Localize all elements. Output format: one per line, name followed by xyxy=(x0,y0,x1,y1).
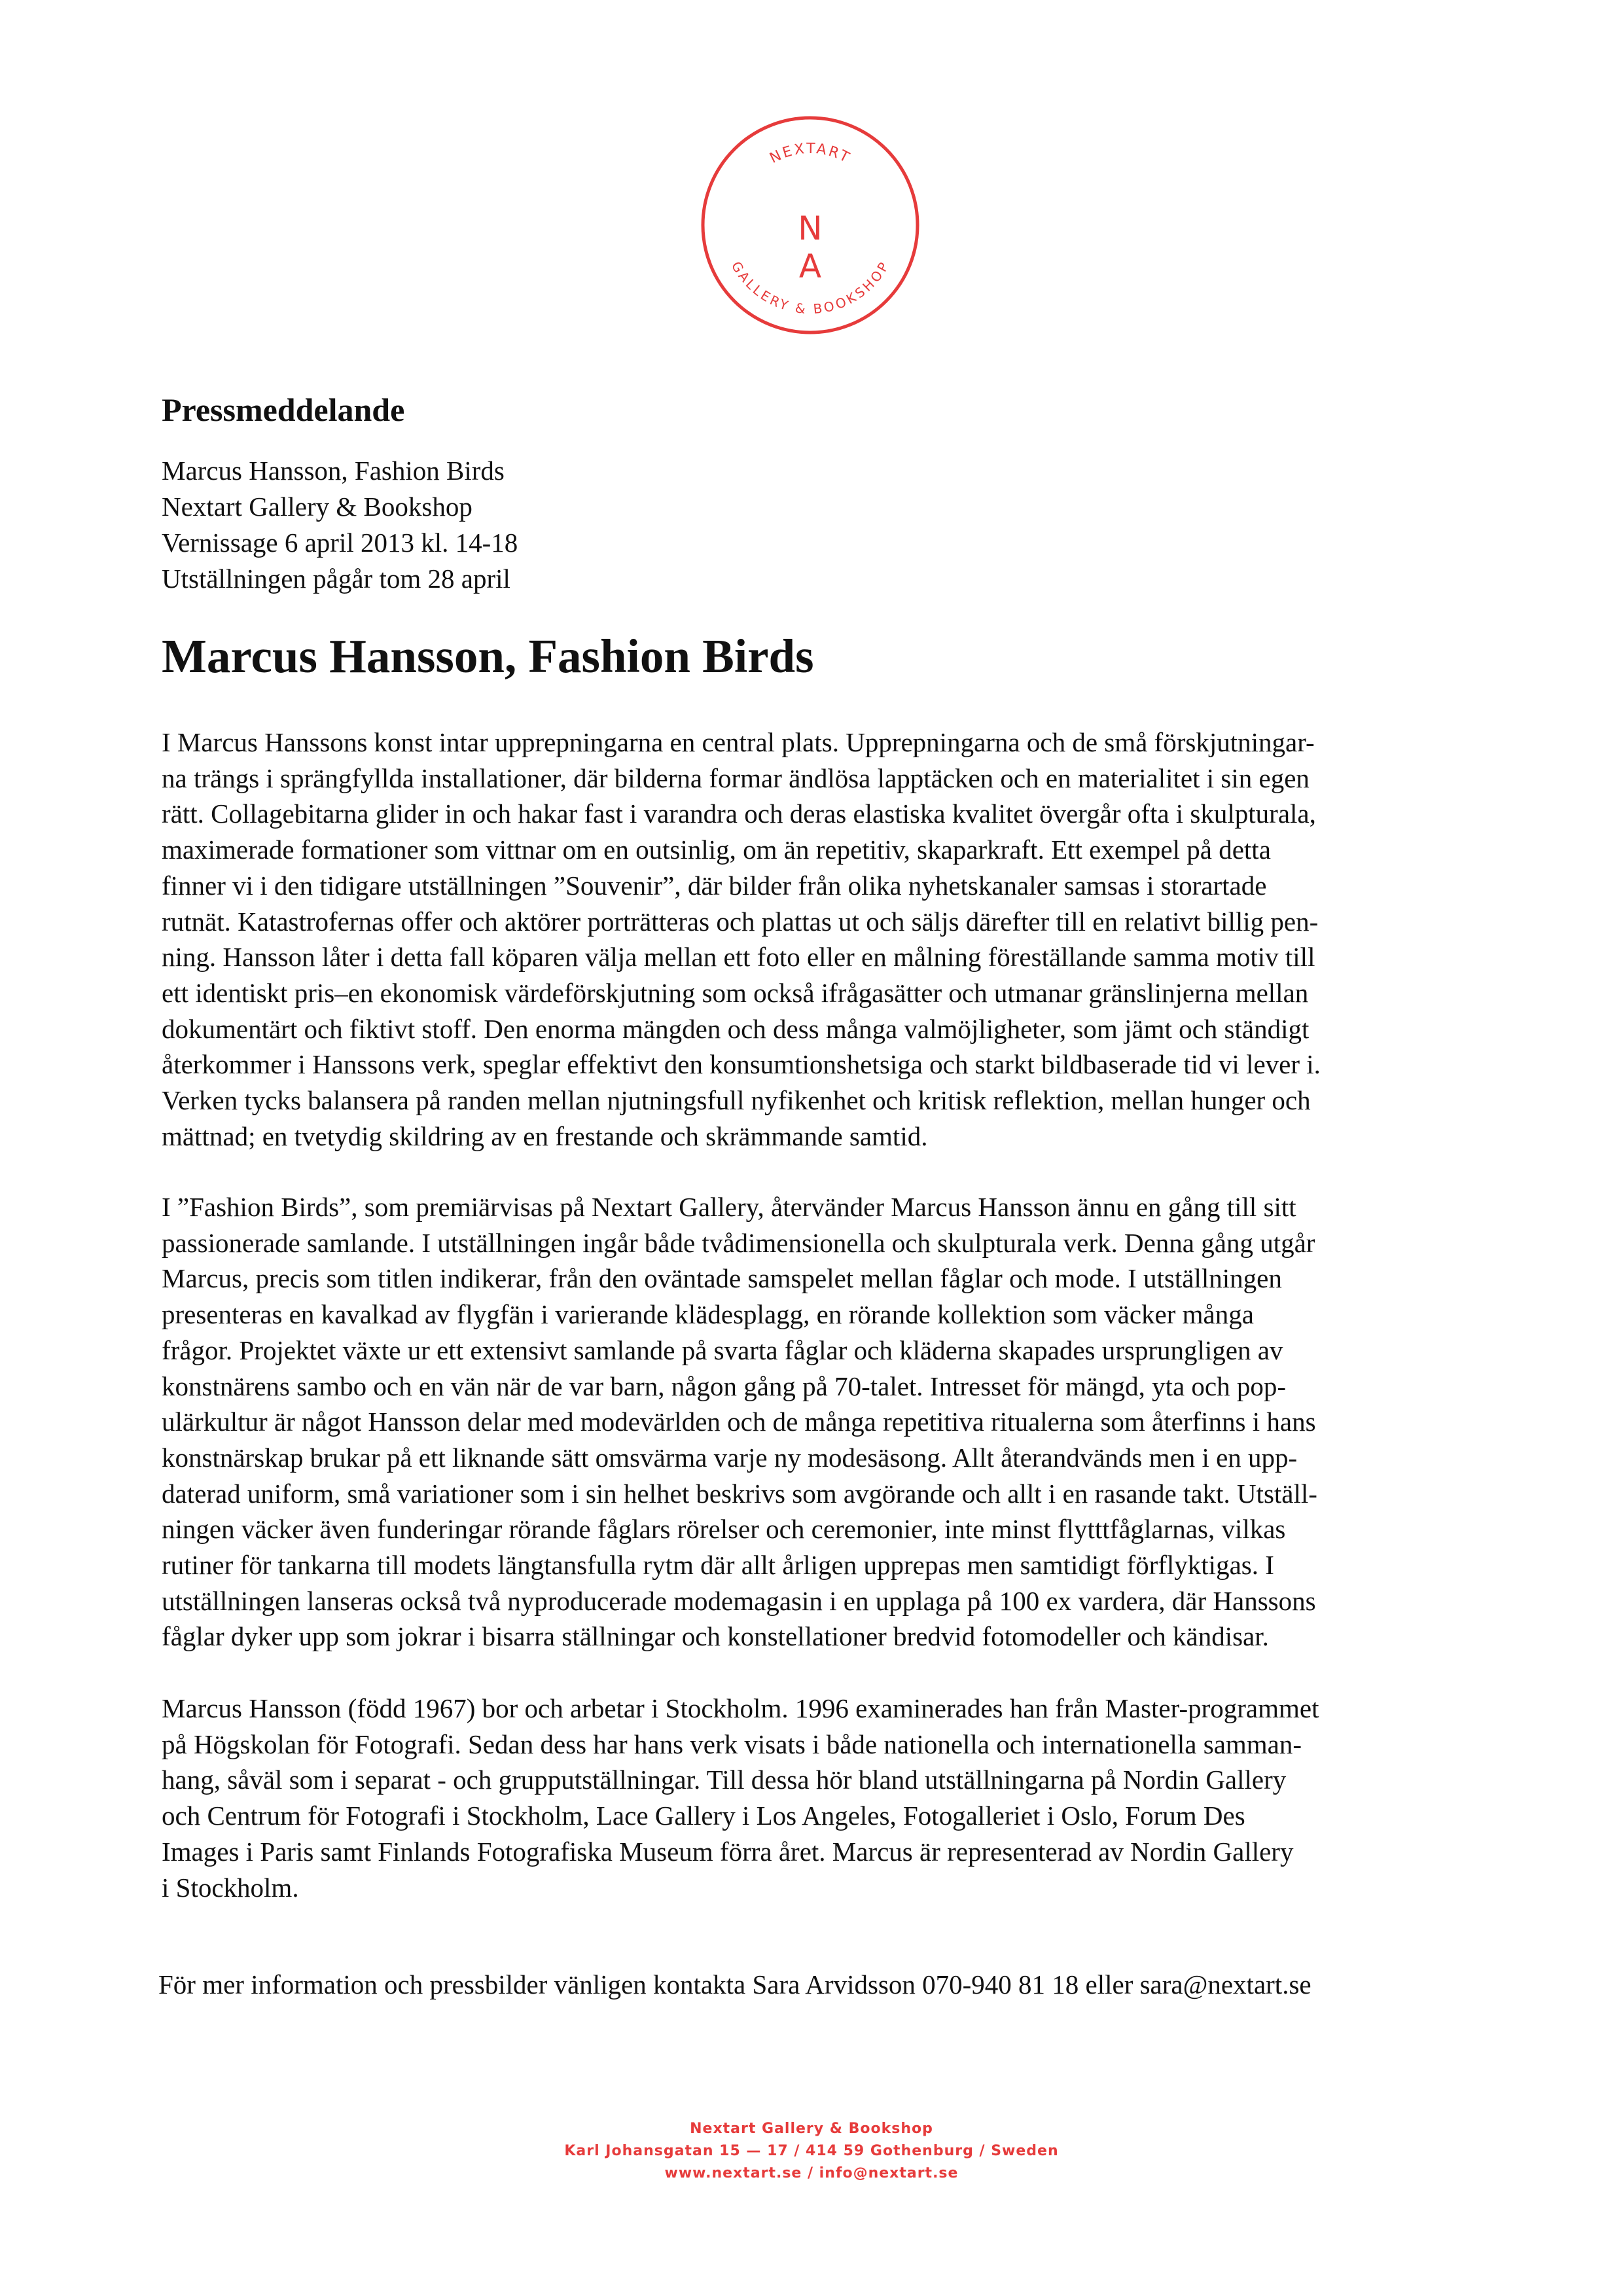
info-line: Marcus Hansson, Fashion Birds xyxy=(162,456,505,486)
text-line: fåglar dyker upp som jokrar i bisarra ställningar och konstellationer bredvid fotomodeller och kändisar. xyxy=(162,1621,1269,1652)
text-line: presenteras en kavalkad av flygfän i varierande klädesplagg, en rörande kollektion som väcker många xyxy=(162,1299,1254,1330)
page-title: Marcus Hansson, Fashion Birds xyxy=(162,630,814,683)
text-line: Images i Paris samt Finlands Fotografiska Museum förra året. Marcus är representerad av Nordin Gallery xyxy=(162,1836,1294,1867)
nextart-logo xyxy=(699,114,921,336)
footer-web-email: www.nextart.se / info@nextart.se xyxy=(664,2165,959,2181)
text-line: rutnät. Katastrofernas offer och aktörer porträtteras och plattas ut och säljs därefter till en relativt billig pen- xyxy=(162,906,1319,937)
text-line: mättnad; en tvetydig skildring av en frestande och skrämmande samtid. xyxy=(162,1121,928,1151)
body-paragraph-2 xyxy=(162,1189,1464,1655)
contact-info: För mer information och pressbilder vänligen kontakta Sara Arvidsson 070-940 81 18 eller sara@nextart.se xyxy=(158,1969,1311,2000)
text-line: och Centrum för Fotografi i Stockholm, Lace Gallery i Los Angeles, Fotogalleriet i Oslo, Forum Des xyxy=(162,1801,1245,1831)
logo-top-text xyxy=(767,141,853,167)
text-line: na trängs i sprängfyllda installationer, där bilderna formar ändlösa lapptäcken och en materialitet i sin egen xyxy=(162,762,1310,793)
text-line: hang, såväl som i separat - och grupputställningar. Till dessa hör bland utställningarna på Nordin Gallery xyxy=(162,1765,1287,1795)
info-line: Vernissage 6 april 2013 kl. 14-18 xyxy=(162,528,518,558)
logo-letter-a: A xyxy=(798,247,822,285)
text-line: konstnärskap brukar på ett liknande sätt omsvärma varje ny modesäsong. Allt återandvänds men i en upp- xyxy=(162,1442,1298,1473)
text-line: på Högskolan för Fotografi. Sedan dess har hans verk visats i både nationella och internationella samman- xyxy=(162,1729,1302,1759)
text-line: dokumentärt och fiktivt stoff. Den enorma mängden och dess många valmöjligheter, som jämt och ständigt xyxy=(162,1013,1310,1044)
text-line: ningen väcker även funderingar rörande fåglars rörelser och ceremonier, inte minst flytttfåglarnas, vilkas xyxy=(162,1514,1286,1545)
nextart-logo-graphic xyxy=(699,114,921,336)
text-line: rätt. Collagebitarna glider in och hakar fast i varandra och deras elastiska kvalitet övergår ofta i skulpturala, xyxy=(162,798,1316,829)
text-line: finner vi i den tidigare utställningen ”Souvenir”, där bilder från olika nyhetskanaler samsas i storartade xyxy=(162,870,1267,901)
footer xyxy=(0,2118,1623,2185)
exhibition-info xyxy=(162,453,518,597)
info-line: Nextart Gallery & Bookshop xyxy=(162,492,473,522)
text-line: I Marcus Hanssons konst intar upprepningarna en central plats. Upprepningarna och de små förskjutningar- xyxy=(162,727,1315,757)
info-line: Utställningen pågår tom 28 april xyxy=(162,564,510,594)
text-line: ett identiskt pris–en ekonomisk värdeförskjutning som också ifrågasätter och utmanar gränslinjerna mellan xyxy=(162,977,1309,1008)
text-line: maximerade formationer som vittnar om en outsinlig, om än repetitiv, skaparkraft. Ett exempel på detta xyxy=(162,834,1271,865)
logo-top-textpath: NEXTART xyxy=(767,140,853,168)
text-line: ning. Hansson låter i detta fall köparen välja mellan ett foto eller en målning föreställande samma motiv till xyxy=(162,942,1315,973)
text-line: Marcus Hansson (född 1967) bor och arbetar i Stockholm. 1996 examinerades han från Master-programmet xyxy=(162,1693,1319,1723)
text-line: daterad uniform, små variationer som i sin helhet beskrivs som avgörande och allt i en rasande takt. Utställ- xyxy=(162,1478,1317,1509)
text-line: Marcus, precis som titlen indikerar, från den oväntade samspelet mellan fåglar och mode. I utställningen xyxy=(162,1263,1282,1294)
text-line: utställningen lanseras också två nyproducerade modemagasin i en upplaga på 100 ex vardera, där Hanssons xyxy=(162,1585,1316,1616)
text-line: Verken tycks balansera på randen mellan njutningsfull nyfikenhet och kritisk reflektion, mellan hunger och xyxy=(162,1085,1311,1116)
text-line: konstnärens sambo och en vän när de var barn, någon gång på 70-talet. Intresset för mängd, yta och pop- xyxy=(162,1371,1287,1401)
body-paragraph-1 xyxy=(162,725,1464,1154)
text-line: i Stockholm. xyxy=(162,1872,299,1903)
text-line: passionerade samlande. I utställningen ingår både tvådimensionella och skulpturala verk. Denna gång utgår xyxy=(162,1227,1315,1258)
press-release-label: Pressmeddelande xyxy=(162,391,405,428)
text-line: I ”Fashion Birds”, som premiärvisas på Nextart Gallery, återvänder Marcus Hansson ännu en gång till sitt xyxy=(162,1192,1296,1222)
text-line: ulärkultur är något Hansson delar med modevärlden och de många repetitiva ritualerna som återfinns i hans xyxy=(162,1407,1316,1437)
footer-gallery-name: Nextart Gallery & Bookshop xyxy=(690,2121,933,2137)
body-paragraph-3 xyxy=(162,1691,1464,1905)
logo-letter-n: N xyxy=(798,209,823,247)
logo-bottom-textpath: GALLERY & BOOKSHOP xyxy=(728,259,893,317)
text-line: rutiner för tankarna till modets längtansfulla rytm där allt årligen upprepas men samtidigt förflyktigas. I xyxy=(162,1550,1274,1581)
footer-address: Karl Johansgatan 15 — 17 / 414 59 Gothenburg / Sweden xyxy=(564,2143,1059,2159)
text-line: frågor. Projektet växte ur ett extensivt samlande på svarta fåglar och kläderna skapades ursprungligen av xyxy=(162,1335,1283,1365)
text-line: återkommer i Hanssons verk, speglar effektivt den konsumtionshetsiga och starkt bildbaserade tid vi lever i. xyxy=(162,1049,1321,1080)
